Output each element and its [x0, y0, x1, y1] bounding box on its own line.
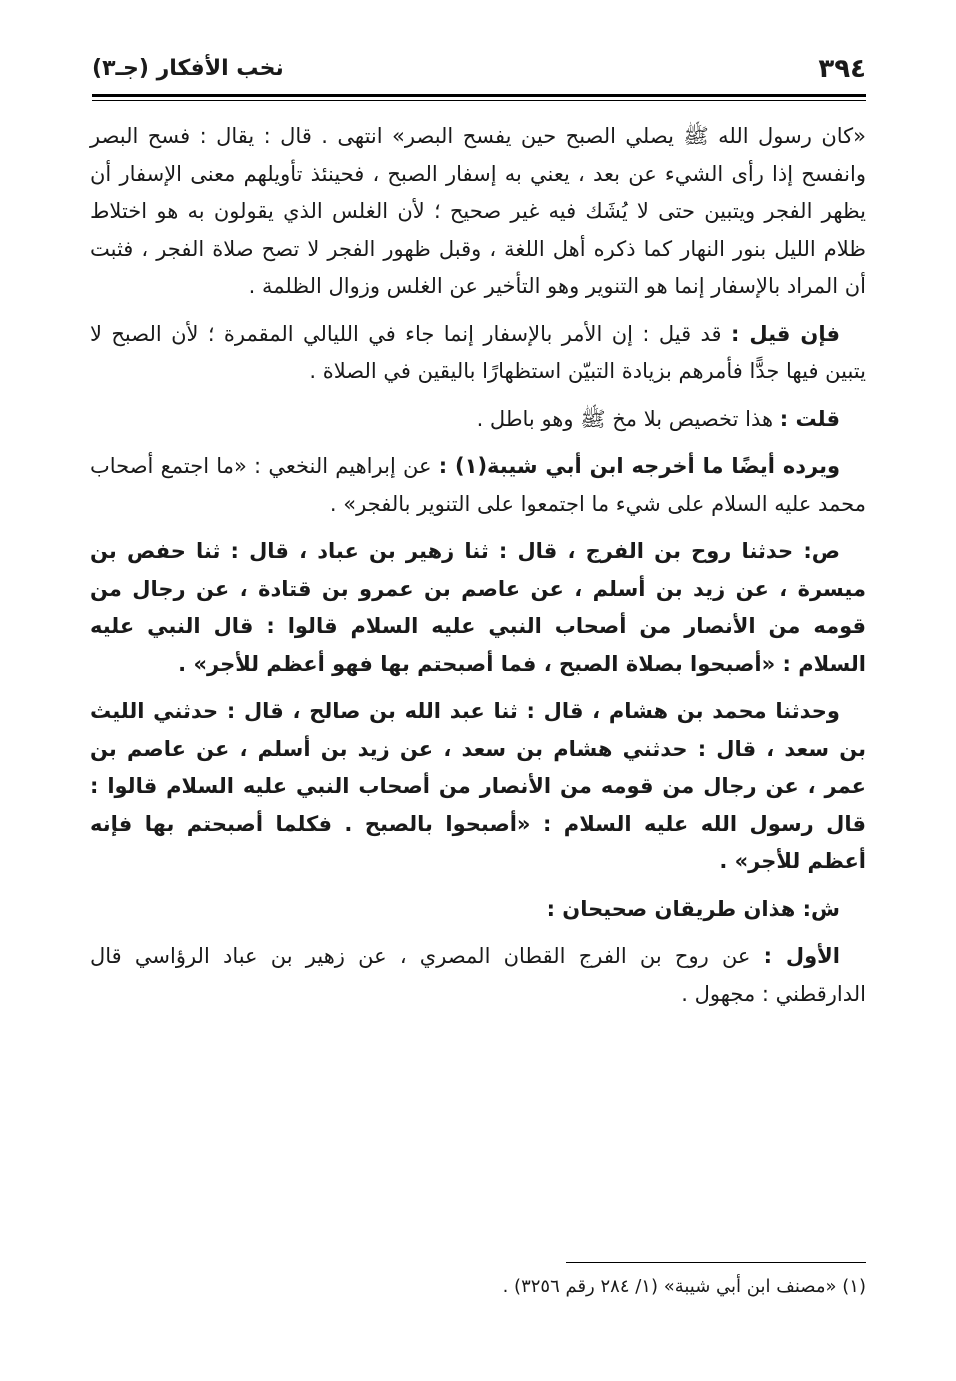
paragraph-lead: قلت :: [779, 406, 840, 431]
paragraph-text: عن إبراهيم النخعي : «ما اجتمع أصحاب محمد عليه السلام على شيء ما اجتمعوا على التنوير بالفجر» .: [90, 454, 866, 516]
footnote-rule: [566, 1262, 866, 1263]
paragraph-text: هذا تخصيص بلا مخ ﷺ وهو باطل .: [476, 406, 780, 431]
paragraph-1: [90, 118, 866, 306]
page-number: ٣٩٤: [818, 54, 866, 84]
paragraph-2: [90, 316, 866, 391]
footnote: (١) «مصنف ابن أبي شيبة» (١/ ٢٨٤ رقم ٣٢٥٦) .: [502, 1276, 866, 1297]
page-header: [92, 52, 866, 92]
header-rule-thick: [92, 94, 866, 97]
paragraph-lead: ص:: [803, 539, 840, 563]
main-text: [90, 118, 866, 1023]
paragraph-lead: فإن قيل :: [730, 321, 840, 346]
paragraph-6: [90, 693, 866, 881]
running-title: نخب الأفكار (جـ٣): [92, 56, 284, 81]
paragraph-7: [90, 891, 866, 929]
paragraph-4: [90, 448, 866, 523]
paragraph-lead: ويرده أيضًا ما أخرجه ابن أبي شيبة(١) :: [438, 454, 841, 478]
paragraph-text: وحدثنا محمد بن هشام ، قال : ثنا عبد الله بن صالح ، قال : حدثني الليث بن سعد ، قال : حدثني هشام بن سعد ، عن زيد بن أسلم ، عن عاصم بن عمر ، عن رجال من قومه من الأنصار من أصحاب النبي عليه السلام قالوا : قال رسول الله عليه السلام : «أصبحوا بالصبح . فكلما أصبحتم بها فإنه أعظم للأجر» .: [90, 699, 866, 873]
paragraph-text: عن روح بن الفرج القطان المصري ، عن زهير بن عباد الرؤاسي قال الدارقطني : مجهول .: [90, 944, 866, 1006]
paragraph-text: حدثنا روح بن الفرج ، قال : ثنا زهير بن عباد ، قال : ثنا حفص بن ميسرة ، عن زيد بن أسلم ، عن عاصم بن عمرو بن قتادة ، عن رجال من قومه من الأنصار من أصحاب النبي عليه السلام قالوا : قال النبي عليه السلام : «أصبحوا بصلاة الصبح ، فما أصبحتم بها فهو أعظم للأجر» .: [90, 539, 866, 676]
paragraph-text: «كان رسول الله ﷺ يصلي الصبح حين يفسح البصر» انتهى . قال : يقال : فسح البصر وانفسح إذا رأى الشيء عن بعد ، يعني به إسفار الصبح ، فحينئذ تأويلهم معنى الإسفار أن يظهر الفجر ويتبين حتى لا يُشَك فيه غير صحيح ؛ لأن الغلس الذي يقولون به هو اختلاط ظلام الليل بنور النهار كما ذكره أهل اللغة ، وقبل ظهور الفجر لا تصح صلاة الفجر ، فثبت أن المراد بالإسفار إنما هو التنوير وهو التأخير عن الغلس وزوال الظلمة .: [90, 124, 866, 298]
header-rule-thin: [92, 100, 866, 101]
paragraph-lead: ش: هذان طريقان صحيحان :: [546, 896, 840, 921]
paragraph-5: [90, 533, 866, 683]
paragraph-3: [90, 401, 866, 439]
paragraph-text: قد قيل : إن الأمر بالإسفار إنما جاء في الليالي المقمرة ؛ لأن الصبح لا يتبين فيها جدًّا فأمرهم بزيادة التبيّن استظهارًا باليقين في الصلاة .: [90, 321, 866, 383]
paragraph-8: [90, 938, 866, 1013]
paragraph-lead: الأول :: [763, 944, 840, 968]
